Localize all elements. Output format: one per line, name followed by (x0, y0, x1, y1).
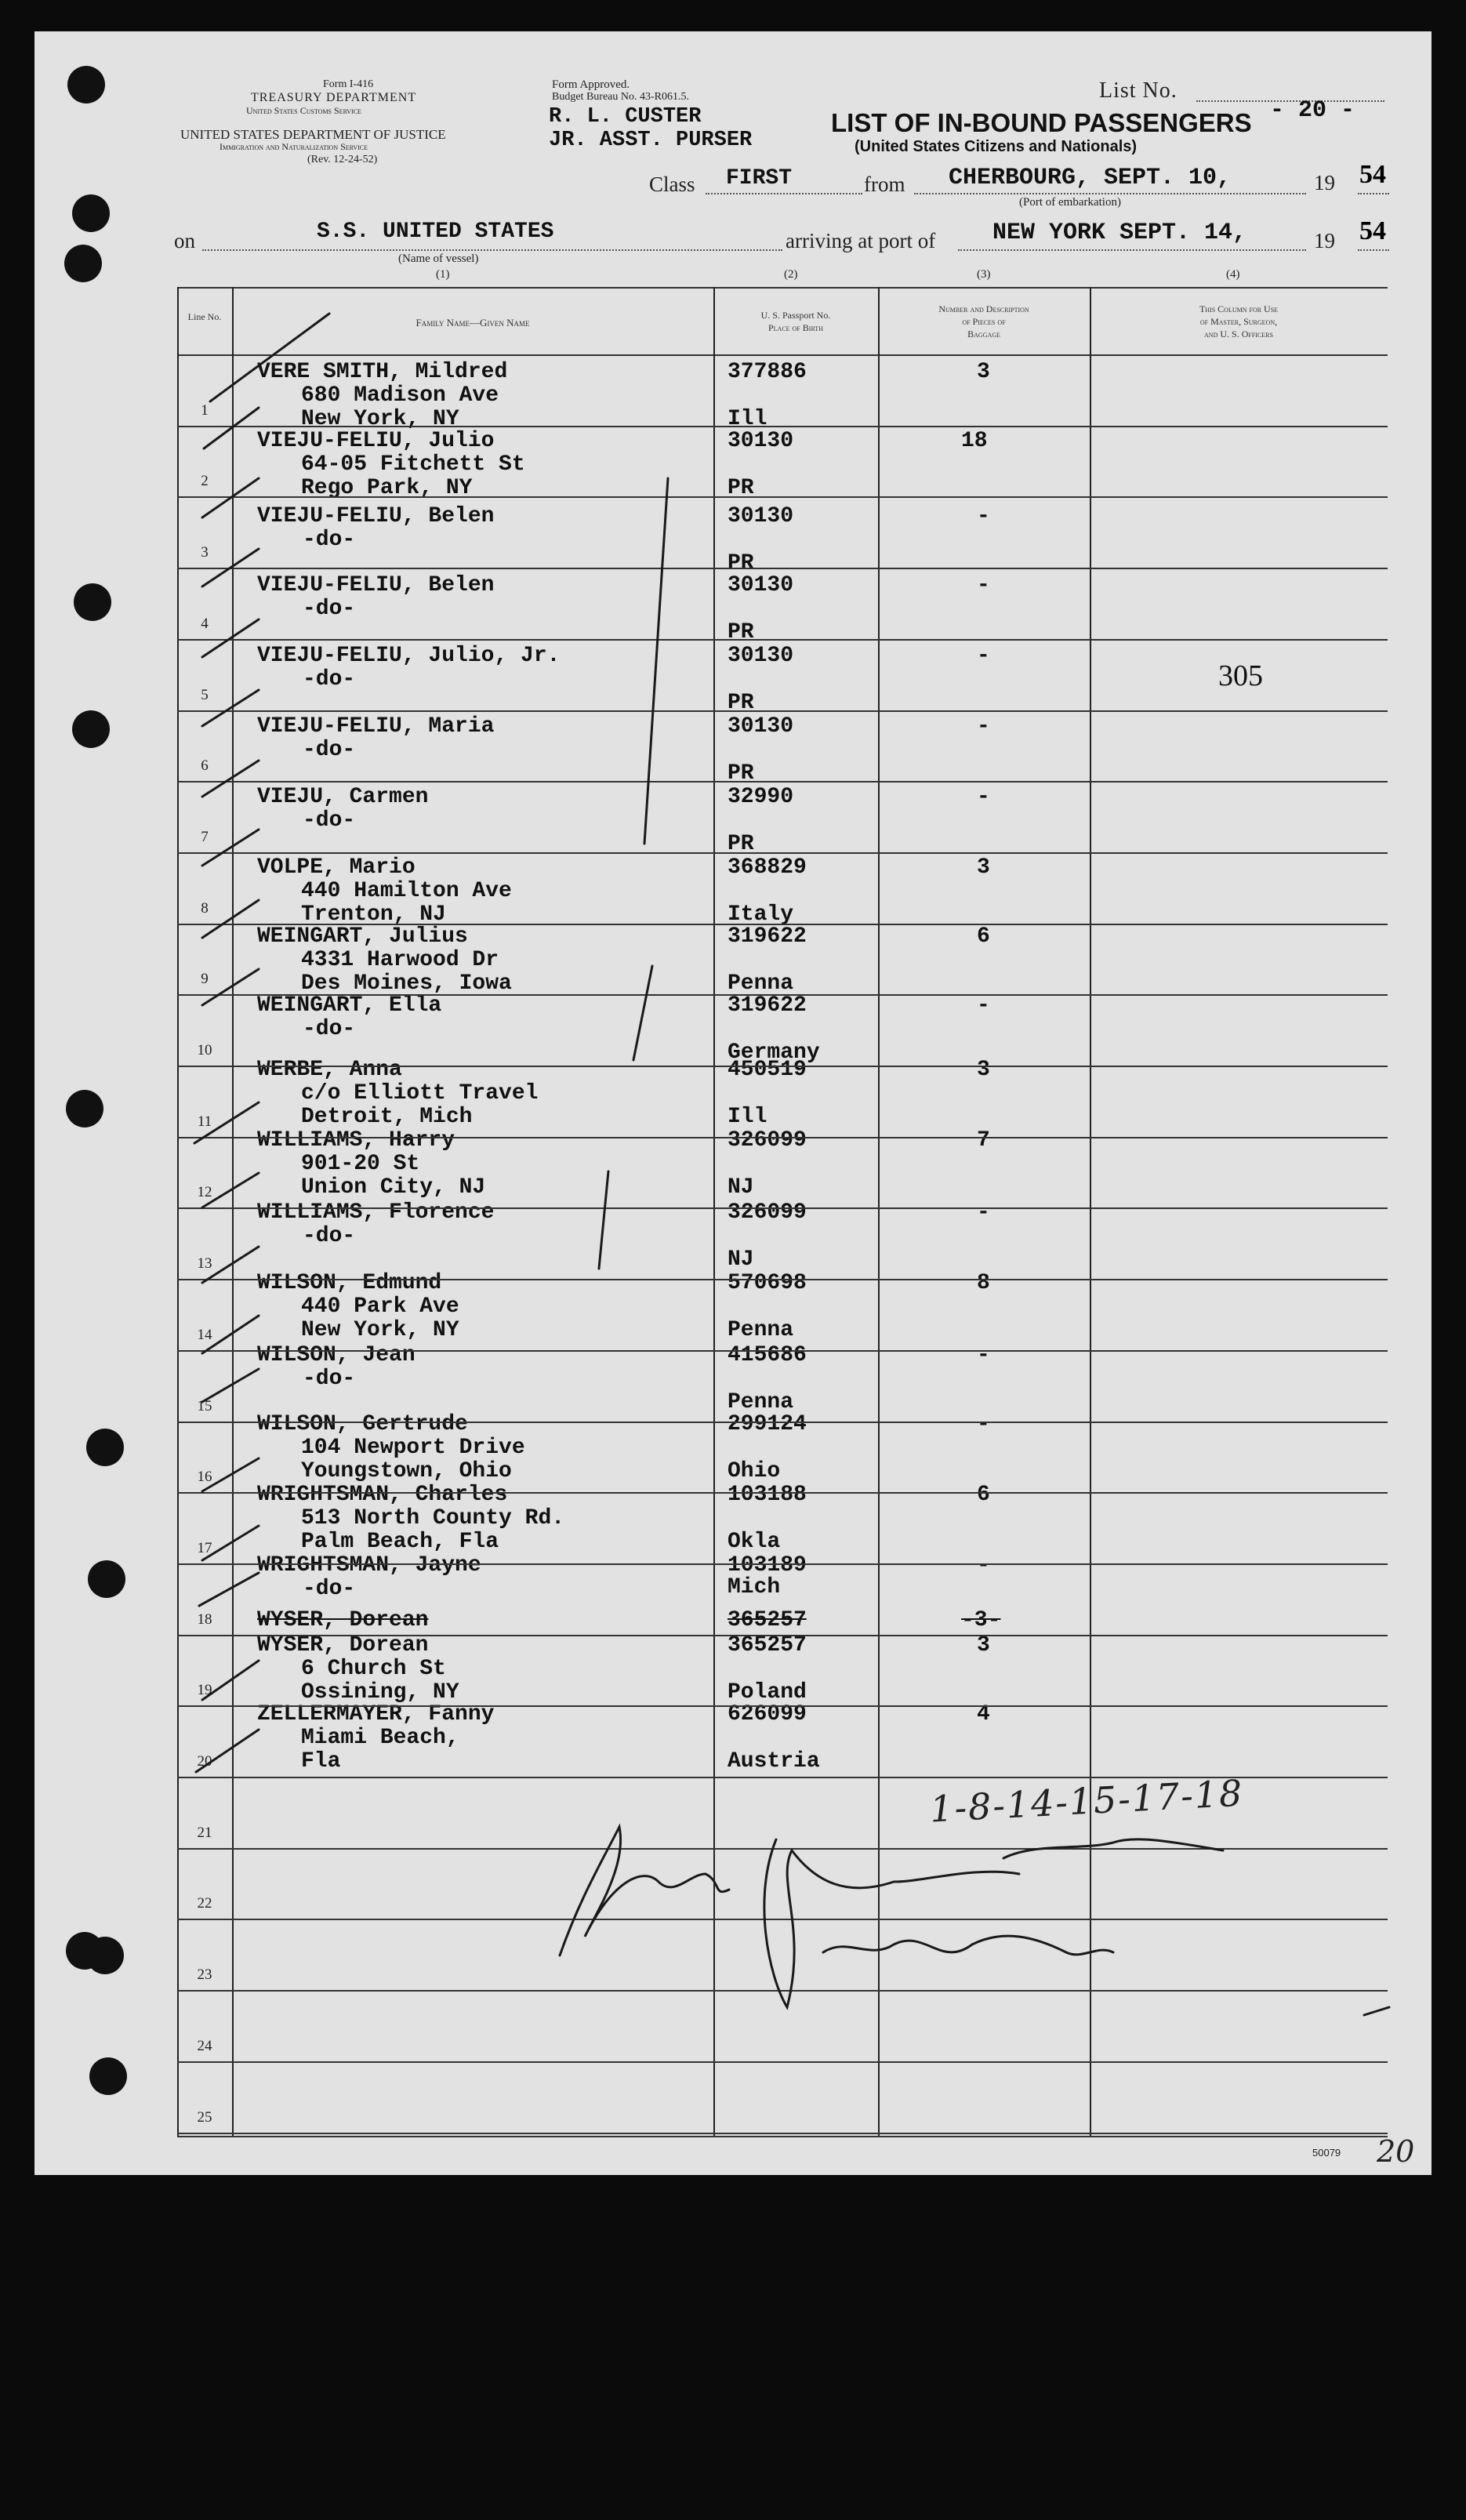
passenger-birth: Ill (728, 1105, 767, 1129)
passenger-bags: 18 (961, 429, 988, 453)
passenger-passport: 319622 (728, 993, 807, 1018)
justice-dept: UNITED STATES DEPARTMENT OF JUSTICE (180, 127, 446, 142)
passenger-name: WEINGART, Julius (257, 924, 468, 949)
passenger-passport: 415686 (728, 1343, 807, 1367)
passenger-addr: -do- (303, 738, 356, 762)
line-number: 15 (197, 1397, 212, 1414)
passenger-addr: 4331 Harwood Dr Des Moines, Iowa (301, 948, 512, 996)
customs-service: United States Customs Service (246, 105, 361, 116)
handwritten-line-list: 1-8-14-15-17-18 (928, 1771, 1245, 1831)
port-of-embarkation: CHERBOURG, SEPT. 10, (949, 165, 1232, 191)
passenger-bags: 3 (977, 1058, 990, 1082)
arriving-label: arriving at port of (786, 229, 936, 252)
vessel-name: S.S. UNITED STATES (317, 220, 554, 244)
passenger-bags: - (977, 504, 990, 528)
passenger-birth: Okla (728, 1530, 781, 1554)
ins: Immigration and Naturalization Service (220, 141, 368, 152)
passenger-passport: 103188 (728, 1483, 807, 1507)
list-no-value: - 20 - (1270, 97, 1355, 124)
passenger-name: WYSER, Dorean (257, 1608, 429, 1632)
treasury-dept: TREASURY DEPARTMENT (251, 91, 417, 104)
officer-note: 305 (1218, 659, 1263, 692)
passenger-name: VIEJU-FELIU, Belen (257, 504, 495, 528)
line-number: 10 (197, 1042, 212, 1058)
punch-hole (67, 66, 105, 103)
line-number: 8 (201, 899, 209, 917)
passenger-passport: 30130 (728, 644, 794, 668)
col-header-officers: This Column for Use of Master, Surgeon, and U. S. Officers (1199, 303, 1279, 340)
passenger-name: WILSON, Gertrude (257, 1412, 468, 1436)
passenger-name: WEINGART, Ella (257, 993, 442, 1018)
punch-hole (86, 1937, 124, 1974)
line-number: 23 (197, 1966, 212, 1984)
passenger-birth: Italy (728, 902, 794, 927)
passenger-passport: 365257 (728, 1608, 807, 1632)
passenger-name: VIEJU-FELIU, Maria (257, 714, 495, 739)
year-prefix-1: 19 (1314, 171, 1335, 194)
from-label: from (864, 172, 905, 196)
line-number: 1 (201, 401, 209, 419)
passenger-bags: 7 (977, 1128, 990, 1153)
line-number: 14 (197, 1326, 212, 1343)
line-number: 6 (201, 757, 209, 775)
passenger-birth: Germany (728, 1040, 820, 1065)
passenger-birth: Ill (728, 407, 767, 431)
passenger-name: WRIGHTSMAN, Charles (257, 1483, 508, 1507)
passenger-addr: 104 Newport Drive Youngstown, Ohio (301, 1436, 525, 1483)
passenger-name: WERBE, Anna (257, 1058, 402, 1082)
page-subtitle: (United States Citizens and Nationals) (855, 138, 1138, 155)
passenger-birth: Austria (728, 1749, 820, 1774)
passenger-addr: 6 Church St Ossining, NY (301, 1657, 459, 1705)
passenger-passport: 30130 (728, 429, 794, 453)
passenger-bags: - (977, 1200, 990, 1225)
passenger-bags: - (977, 1343, 990, 1367)
passenger-passport: 30130 (728, 573, 794, 597)
passenger-bags: - (977, 1553, 990, 1578)
passenger-addr: -do- (303, 1224, 356, 1248)
line-number: 18 (197, 1610, 212, 1628)
line-number: 19 (197, 1682, 212, 1699)
passenger-addr: 680 Madison Ave New York, NY (301, 383, 499, 431)
line-number: 24 (197, 2037, 212, 2054)
passenger-birth: PR (728, 476, 754, 500)
col2-number: (2) (784, 268, 798, 281)
passenger-name: VIEJU-FELIU, Julio, Jr. (257, 644, 561, 668)
col-header-line: Line No. (187, 311, 222, 322)
line-number: 20 (197, 1753, 212, 1770)
passenger-passport: 30130 (728, 714, 794, 739)
passenger-addr: -do- (303, 528, 356, 552)
line-number: 25 (197, 2108, 212, 2126)
passenger-bags: 3 (977, 855, 990, 880)
budget-bureau: Budget Bureau No. 43-R061.5. (552, 91, 689, 103)
passenger-birth: PR (728, 832, 754, 856)
passenger-addr: -do- (303, 808, 356, 833)
passenger-birth: Penna (728, 1390, 794, 1414)
passenger-addr: -do- (303, 667, 356, 692)
punch-hole (66, 1090, 103, 1127)
line-number: 5 (201, 686, 209, 703)
passenger-name: VIEJU-FELIU, Julio (257, 429, 495, 453)
punch-hole (64, 245, 102, 282)
passenger-bags: - (977, 644, 990, 668)
passenger-birth: PR (728, 551, 754, 576)
passenger-bags: - (977, 993, 990, 1018)
class-label: Class (649, 172, 695, 196)
passenger-bags: 3 (977, 360, 990, 384)
passenger-bags: 8 (977, 1271, 990, 1295)
passenger-name: WILSON, Edmund (257, 1271, 442, 1295)
col-header-name: Family Name—Given Name (415, 317, 530, 329)
col1-number: (1) (436, 268, 450, 281)
passenger-birth: PR (728, 620, 754, 645)
passenger-addr: 513 North County Rd. Palm Beach, Fla (301, 1506, 565, 1554)
passenger-addr: -do- (303, 1367, 356, 1391)
passenger-addr: 64-05 Fitchett St Rego Park, NY (301, 452, 525, 500)
passenger-birth: Penna (728, 971, 794, 996)
list-no-label: List No. (1099, 78, 1178, 103)
punch-hole (72, 194, 110, 232)
line-number: 13 (197, 1255, 212, 1273)
passenger-name: WYSER, Dorean (257, 1633, 429, 1658)
passenger-bags: -3- (961, 1608, 1001, 1632)
passenger-name: WILLIAMS, Florence (257, 1200, 495, 1225)
passenger-addr: -do- (303, 1017, 356, 1041)
passenger-bags: - (977, 714, 990, 739)
form-number: Form I-416 (323, 78, 374, 90)
footer-code: 50079 (1312, 2147, 1341, 2159)
manifest-sheet (34, 31, 1432, 2175)
line-number: 7 (201, 828, 209, 845)
passenger-birth: Ohio (728, 1459, 781, 1483)
passenger-bags: - (977, 1412, 990, 1436)
on-label: on (174, 229, 195, 252)
line-number: 21 (197, 1824, 212, 1841)
passenger-passport: 365257 (728, 1633, 807, 1658)
passenger-bags: 6 (977, 1483, 990, 1507)
col-header-passport: U. S. Passport No. Place of Birth (760, 310, 831, 333)
punch-hole (88, 1560, 125, 1598)
col3-number: (3) (977, 268, 991, 281)
passenger-passport: 326099 (728, 1200, 807, 1225)
year-2: 54 (1359, 216, 1386, 245)
passenger-name: WILLIAMS, Harry (257, 1128, 455, 1153)
passenger-addr: -do- (303, 597, 356, 621)
line-number: 9 (201, 971, 209, 988)
purser-name: R. L. CUSTER (549, 105, 702, 129)
punch-hole (72, 710, 110, 748)
passenger-passport: 570698 (728, 1271, 807, 1295)
line-number: 4 (201, 615, 209, 632)
class-value: FIRST (726, 166, 793, 191)
passenger-passport: 450519 (728, 1058, 807, 1082)
passenger-birth: Penna (728, 1318, 794, 1342)
passenger-name: ZELLERMAYER, Fanny (257, 1702, 495, 1727)
passenger-passport: 299124 (728, 1412, 807, 1436)
passenger-addr: 901-20 St Union City, NJ (301, 1152, 486, 1200)
passenger-name: VERE SMITH, Mildred (257, 360, 508, 384)
col-header-baggage: Number and Description of Pieces of Baggage (938, 303, 1029, 340)
passenger-birth: NJ (728, 1247, 754, 1272)
year-1: 54 (1359, 160, 1386, 189)
passenger-name: WRIGHTSMAN, Jayne (257, 1553, 481, 1578)
passenger-birth: PR (728, 691, 754, 715)
page-title: LIST OF IN-BOUND PASSENGERS (831, 108, 1252, 137)
passenger-addr: 440 Park Ave New York, NY (301, 1294, 459, 1342)
passenger-bags: 3 (977, 1633, 990, 1658)
passenger-passport: 326099 (728, 1128, 807, 1153)
passenger-addr: c/o Elliott Travel Detroit, Mich (301, 1081, 539, 1129)
punch-hole (74, 583, 111, 621)
passenger-addr: Miami Beach, Fla (301, 1726, 459, 1774)
passenger-name: VIEJU, Carmen (257, 785, 429, 809)
passenger-passport: 377886 (728, 360, 807, 384)
passenger-passport: 32990 (728, 785, 794, 809)
vessel-caption: (Name of vessel) (398, 252, 479, 265)
line-number: 12 (197, 1184, 212, 1201)
passenger-bags: 6 (977, 924, 990, 949)
purser-title: JR. ASST. PURSER (549, 129, 753, 152)
line-number: 2 (201, 473, 209, 490)
passenger-name: VIEJU-FELIU, Belen (257, 573, 495, 597)
punch-hole (89, 2057, 127, 2095)
punch-hole (86, 1429, 124, 1466)
embark-caption: (Port of embarkation) (1019, 196, 1121, 209)
line-number: 16 (197, 1469, 212, 1486)
revision: (Rev. 12-24-52) (307, 154, 378, 165)
form-approved: Form Approved. (552, 78, 630, 91)
passenger-passport: 103189 (728, 1553, 807, 1578)
passenger-passport: 368829 (728, 855, 807, 880)
passenger-bags: - (977, 785, 990, 809)
arrival-port: NEW YORK SEPT. 14, (992, 220, 1247, 246)
passenger-name: VOLPE, Mario (257, 855, 415, 880)
passenger-passport: 319622 (728, 924, 807, 949)
page-corner-number: 20 (1377, 2134, 1415, 2169)
passenger-birth: Poland (728, 1680, 807, 1705)
passenger-addr: 440 Hamilton Ave Trenton, NJ (301, 879, 512, 927)
line-number: 22 (197, 1895, 212, 1912)
line-number: 11 (197, 1113, 212, 1130)
passenger-birth: NJ (728, 1175, 754, 1200)
line-number: 3 (201, 544, 209, 561)
passenger-passport: 626099 (728, 1702, 807, 1727)
col4-number: (4) (1226, 268, 1240, 281)
line-number: 17 (197, 1539, 212, 1556)
passenger-bags: 4 (977, 1702, 990, 1727)
passenger-birth: Mich (728, 1575, 781, 1600)
passenger-addr: -do- (303, 1577, 356, 1601)
passenger-bags: - (977, 573, 990, 597)
passenger-birth: PR (728, 761, 754, 786)
year-prefix-2: 19 (1314, 229, 1335, 252)
passenger-passport: 30130 (728, 504, 794, 528)
passenger-name: WILSON, Jean (257, 1343, 415, 1367)
